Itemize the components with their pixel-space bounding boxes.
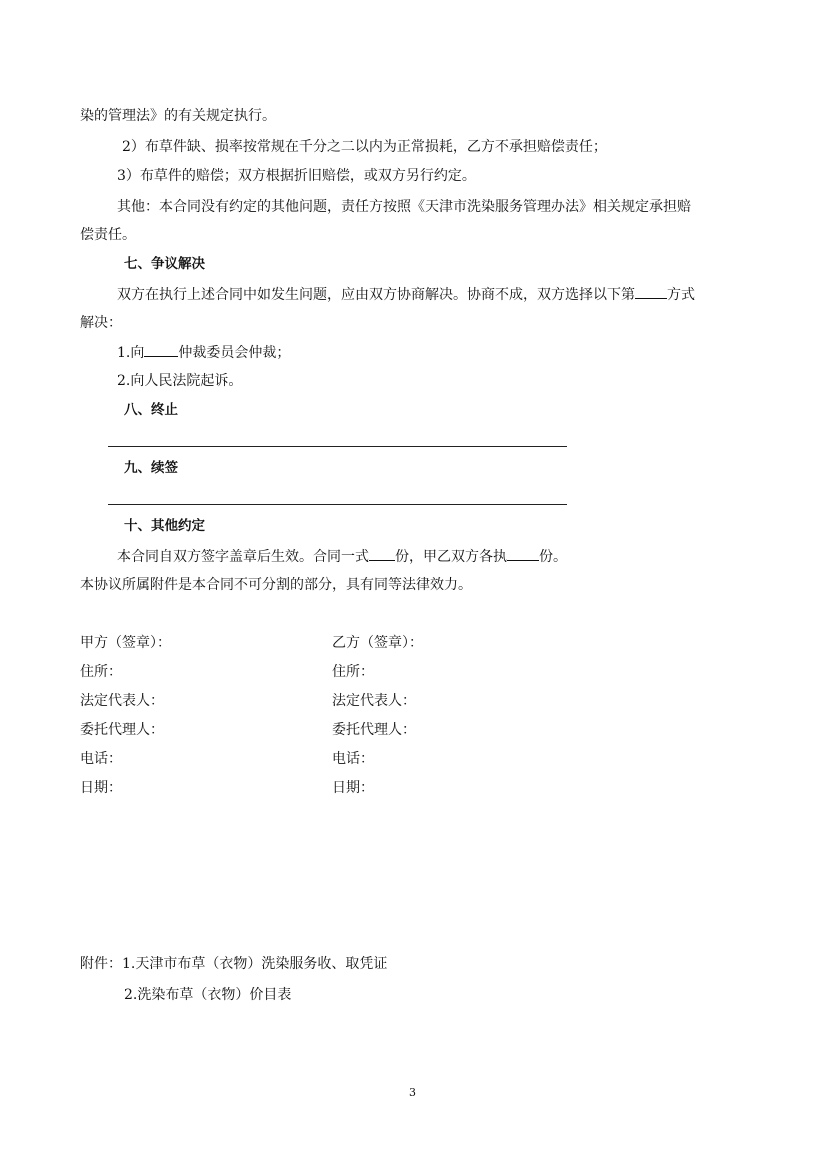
signature-field-label: 住所： bbox=[80, 664, 122, 680]
clause-text: 本合同自双方签字盖章后生效。合同一式 bbox=[117, 549, 369, 565]
paragraph-line: 3）布草件的赔偿；双方根据折旧赔偿，或双方另行约定。 bbox=[117, 168, 476, 184]
signature-field-label: 电话： bbox=[332, 751, 374, 767]
fill-blank[interactable] bbox=[507, 546, 539, 561]
fill-blank[interactable] bbox=[369, 546, 395, 561]
paragraph-line: 偿责任。 bbox=[80, 227, 136, 243]
fill-rule[interactable] bbox=[108, 504, 567, 505]
paragraph-line bbox=[117, 284, 695, 305]
option-line: 2.向人民法院起诉。 bbox=[117, 373, 243, 389]
signature-field-label: 委托代理人： bbox=[80, 722, 164, 738]
signature-field-label: 委托代理人： bbox=[332, 722, 416, 738]
fill-rule[interactable] bbox=[108, 446, 567, 447]
section-heading: 八、终止 bbox=[124, 402, 178, 418]
attachment-line: 附件：1.天津市布草（衣物）洗染服务收、取凭证 bbox=[80, 956, 388, 972]
section-heading: 九、续签 bbox=[124, 460, 178, 476]
paragraph-line: 其他：本合同没有约定的其他问题，责任方按照《天津市洗染服务管理办法》相关规定承担赔 bbox=[117, 199, 691, 215]
signature-field-label: 甲方（签章）： bbox=[80, 635, 171, 651]
signature-field-label: 日期： bbox=[80, 780, 122, 796]
option-text: 1.向 bbox=[117, 345, 145, 361]
paragraph-line bbox=[117, 546, 567, 567]
signature-field-label: 日期： bbox=[332, 780, 374, 796]
attachment-line: 2.洗染布草（衣物）价目表 bbox=[124, 987, 292, 1003]
signature-field-label: 法定代表人： bbox=[80, 693, 164, 709]
page-number: 3 bbox=[409, 1086, 416, 1099]
clause-text: 双方在执行上述合同中如发生问题，应由双方协商解决。协商不成，双方选择以下第 bbox=[117, 287, 635, 303]
signature-field-label: 法定代表人： bbox=[332, 693, 416, 709]
paragraph-line: 染的管理法》的有关规定执行。 bbox=[80, 108, 276, 124]
paragraph-line: 解决： bbox=[80, 315, 122, 331]
paragraph-line: 本协议所属附件是本合同不可分割的部分，具有同等法律效力。 bbox=[80, 577, 472, 593]
fill-blank[interactable] bbox=[635, 284, 667, 299]
signature-field-label: 电话： bbox=[80, 751, 122, 767]
clause-text: 方式 bbox=[667, 287, 695, 303]
paragraph-line: 2）布草件缺、损率按常规在千分之二以内为正常损耗，乙方不承担赔偿责任； bbox=[122, 139, 607, 155]
fill-blank[interactable] bbox=[144, 342, 178, 357]
clause-text: 份。 bbox=[539, 549, 567, 565]
option-line bbox=[117, 342, 290, 363]
option-text: 仲裁委员会仲裁； bbox=[178, 345, 291, 361]
section-heading: 十、其他约定 bbox=[124, 518, 205, 534]
signature-field-label: 乙方（签章）： bbox=[332, 635, 423, 651]
section-heading: 七、争议解决 bbox=[124, 256, 205, 272]
clause-text: 份，甲乙双方各执 bbox=[395, 549, 507, 565]
signature-field-label: 住所： bbox=[332, 664, 374, 680]
